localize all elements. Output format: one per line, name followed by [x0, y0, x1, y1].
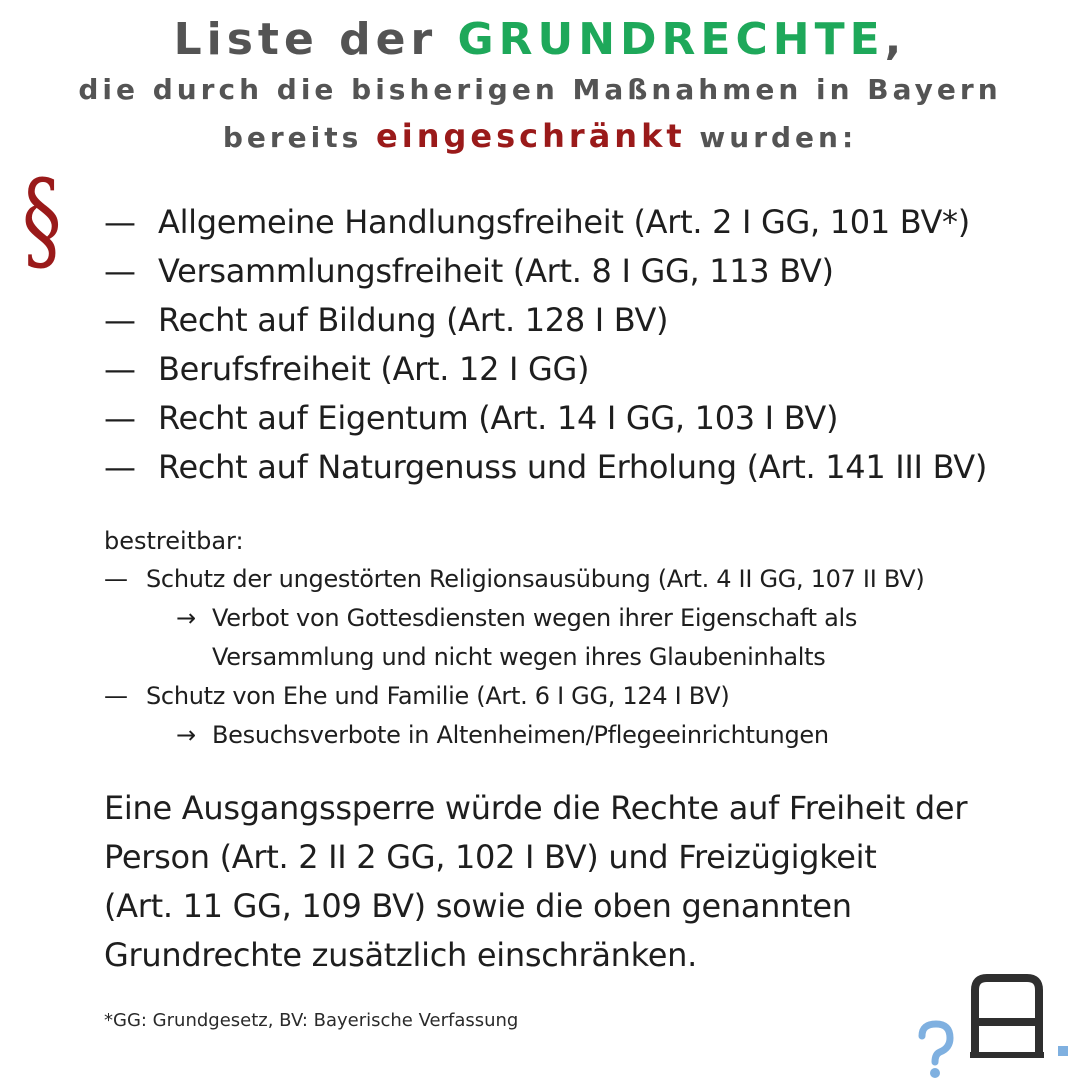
disputable-note-text: Besuchsverbote in Altenheimen/Pflegeeinrichtungen: [212, 721, 829, 749]
subtitle-prefix: bereits: [222, 121, 377, 154]
footnote: *GG: Grundgesetz, BV: Bayerische Verfassung: [104, 1010, 519, 1031]
disputable-item: [104, 677, 729, 716]
dash-icon: —: [104, 252, 136, 290]
conclusion-line: Grundrechte zusätzlich einschränken.: [104, 936, 697, 974]
arrow-right-icon: →: [176, 604, 196, 632]
disputable-item-text: Schutz der ungestörten Religionsausübung (Art. 4 II GG, 107 II BV): [146, 565, 925, 593]
list-item: [104, 247, 987, 296]
dash-icon: —: [104, 565, 128, 593]
list-item-text: Versammlungsfreiheit (Art. 8 I GG, 113 BV): [158, 252, 834, 290]
title-prefix: Liste der: [173, 14, 458, 65]
list-item-text: Allgemeine Handlungsfreiheit (Art. 2 I GG, 101 BV*): [158, 203, 970, 241]
conclusion-line: (Art. 11 GG, 109 BV) sowie die oben genannten: [104, 887, 852, 925]
disputable-note: [176, 599, 857, 638]
section-symbol-icon: §: [22, 156, 62, 284]
title-suffix: ,: [884, 14, 907, 65]
subtitle-line-2: [0, 114, 1080, 160]
list-item: [104, 198, 987, 247]
dash-icon: —: [104, 448, 136, 486]
disputable-note-continuation: Versammlung und nicht wegen ihres Glaubeninhalts: [212, 643, 826, 671]
list-item-text: Recht auf Eigentum (Art. 14 I GG, 103 I BV): [158, 399, 839, 437]
disputable-item: [104, 560, 924, 599]
disputable-item-text: Schutz von Ehe und Familie (Art. 6 I GG, 124 I BV): [146, 682, 730, 710]
page-title: [0, 12, 1080, 68]
disputable-note-text: Verbot von Gottesdiensten wegen ihrer Eigenschaft als: [212, 604, 858, 632]
dash-icon: —: [104, 301, 136, 339]
dash-icon: —: [104, 682, 128, 710]
question-a-logo-icon: [910, 970, 1080, 1080]
dash-icon: —: [104, 203, 136, 241]
subtitle-highlight: eingeschränkt: [376, 117, 686, 155]
subtitle-suffix: wurden:: [685, 121, 858, 154]
dash-icon: —: [104, 399, 136, 437]
conclusion-line: Person (Art. 2 II 2 GG, 102 I BV) und Freizügigkeit: [104, 838, 877, 876]
conclusion-paragraph: [104, 784, 1044, 980]
conclusion-line: Eine Ausgangssperre würde die Rechte auf Freiheit der: [104, 789, 968, 827]
list-item-text: Berufsfreiheit (Art. 12 I GG): [158, 350, 590, 388]
disputable-note: [176, 716, 829, 755]
title-highlight: GRUNDRECHTE: [457, 14, 885, 65]
list-item: [104, 345, 987, 394]
list-item-text: Recht auf Bildung (Art. 128 I BV): [158, 301, 669, 339]
list-item: [104, 296, 987, 345]
dash-icon: —: [104, 350, 136, 388]
list-item: [104, 443, 987, 492]
subtitle-line: die durch die bisherigen Maßnahmen in Bayern: [78, 73, 1002, 106]
arrow-right-icon: →: [176, 721, 196, 749]
list-item-text: Recht auf Naturgenuss und Erholung (Art. 141 III BV): [158, 448, 988, 486]
disputable-label: bestreitbar:: [104, 527, 244, 555]
list-item: [104, 394, 987, 443]
restricted-rights-list: [104, 198, 987, 492]
